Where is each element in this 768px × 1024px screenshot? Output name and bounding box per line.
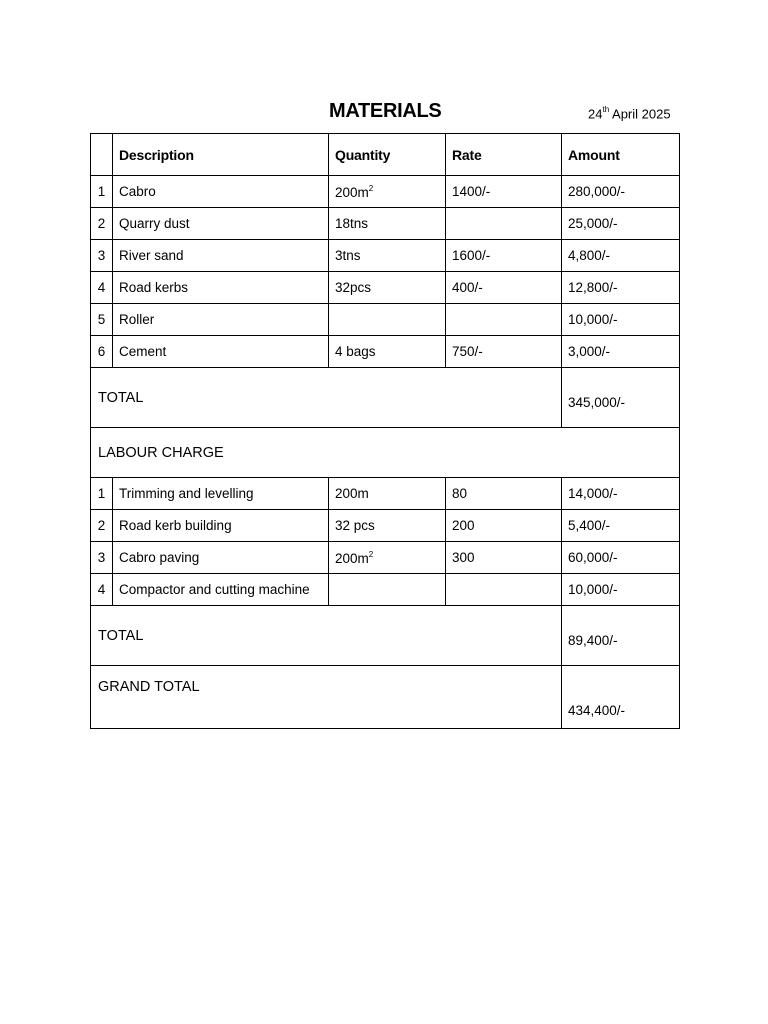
table-row: [91, 336, 680, 368]
table-row: [91, 304, 680, 336]
row-quantity: [329, 336, 446, 368]
row-amount: 10,000/-: [562, 304, 680, 336]
row-rate: 1400/-: [446, 176, 562, 208]
header-number-cell: [91, 134, 113, 176]
row-rate: 80: [446, 478, 562, 510]
quantity-value: 18tns: [335, 216, 369, 231]
row-quantity: [329, 304, 446, 336]
row-rate: 750/-: [446, 336, 562, 368]
row-description: Roller: [113, 304, 329, 336]
row-description: Quarry dust: [113, 208, 329, 240]
row-number: 1: [91, 176, 113, 208]
row-number: 5: [91, 304, 113, 336]
table-row: [91, 478, 680, 510]
labour-heading: LABOUR CHARGE: [91, 428, 680, 478]
quantity-value: 200m: [335, 486, 369, 501]
quantity-value: 32 pcs: [335, 518, 375, 533]
table-row: [91, 176, 680, 208]
row-description: River sand: [113, 240, 329, 272]
row-rate: 300: [446, 542, 562, 574]
row-amount: 25,000/-: [562, 208, 680, 240]
quantity-value: 3tns: [335, 248, 361, 263]
grand-total-label: GRAND TOTAL: [91, 666, 562, 729]
row-description: Road kerb building: [113, 510, 329, 542]
row-amount: 14,000/-: [562, 478, 680, 510]
row-description: Cabro paving: [113, 542, 329, 574]
quantity-unit-exponent: 2: [368, 183, 374, 193]
table-row: [91, 272, 680, 304]
row-amount: 10,000/-: [562, 574, 680, 606]
row-number: 1: [91, 478, 113, 510]
grand-total: [91, 666, 680, 729]
row-description: Compactor and cutting machine: [113, 574, 329, 606]
quantity-value: 32pcs: [335, 280, 372, 295]
row-amount: 4,800/-: [562, 240, 680, 272]
row-description: Cement: [113, 336, 329, 368]
date-suffix: th: [602, 105, 610, 114]
header-row: [91, 134, 680, 176]
row-quantity: [329, 542, 446, 574]
row-amount: 5,400/-: [562, 510, 680, 542]
row-rate: [446, 574, 562, 606]
date-day: 24: [588, 106, 603, 122]
row-number: 3: [91, 240, 113, 272]
labour-total: [91, 606, 680, 666]
row-number: 4: [91, 574, 113, 606]
row-quantity: [329, 208, 446, 240]
row-amount: 280,000/-: [562, 176, 680, 208]
row-number: 3: [91, 542, 113, 574]
document-title: MATERIALS: [329, 100, 442, 122]
header-quantity: Quantity: [329, 134, 446, 176]
grand-total-amount: 434,400/-: [562, 666, 680, 729]
cost-table: [90, 133, 680, 729]
row-quantity: [329, 176, 446, 208]
labour-section-row: [91, 428, 680, 478]
row-quantity: [329, 510, 446, 542]
table-row: [91, 574, 680, 606]
row-rate: [446, 208, 562, 240]
row-rate: [446, 304, 562, 336]
row-number: 6: [91, 336, 113, 368]
materials-total-label: TOTAL: [91, 368, 562, 428]
row-number: 4: [91, 272, 113, 304]
header-rate: Rate: [446, 134, 562, 176]
date-rest: April 2025: [609, 106, 671, 122]
table-row: [91, 208, 680, 240]
table-row: [91, 510, 680, 542]
table-row: [91, 542, 680, 574]
row-number: 2: [91, 208, 113, 240]
document-date: [588, 106, 671, 121]
labour-total-label: TOTAL: [91, 606, 562, 666]
labour-total-amount: 89,400/-: [562, 606, 680, 666]
row-description: Trimming and levelling: [113, 478, 329, 510]
quantity-value: 4 bags: [335, 344, 376, 359]
quantity-unit-exponent: 2: [368, 549, 374, 559]
row-number: 2: [91, 510, 113, 542]
row-amount: 12,800/-: [562, 272, 680, 304]
row-description: Cabro: [113, 176, 329, 208]
row-quantity: [329, 272, 446, 304]
table-row: [91, 240, 680, 272]
header-amount: Amount: [562, 134, 680, 176]
row-quantity: [329, 574, 446, 606]
row-rate: 1600/-: [446, 240, 562, 272]
quantity-value: 200m: [335, 184, 369, 200]
row-rate: 200: [446, 510, 562, 542]
row-amount: 60,000/-: [562, 542, 680, 574]
row-quantity: [329, 478, 446, 510]
materials-total-amount: 345,000/-: [562, 368, 680, 428]
row-amount: 3,000/-: [562, 336, 680, 368]
row-description: Road kerbs: [113, 272, 329, 304]
row-quantity: [329, 240, 446, 272]
row-rate: 400/-: [446, 272, 562, 304]
quantity-value: 200m: [335, 550, 369, 566]
header-description: Description: [113, 134, 329, 176]
materials-total: [91, 368, 680, 428]
